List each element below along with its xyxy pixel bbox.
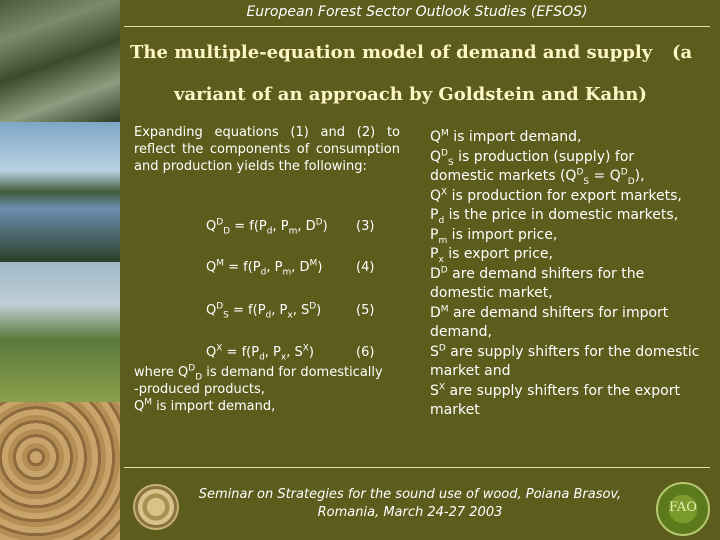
- definition-line: $P_d$ is the price in domestic markets,: [430, 207, 679, 226]
- equation-number: (6): [356, 345, 375, 360]
- equation-number: (3): [356, 219, 375, 234]
- equation-5: $Q^D_S = f(P_d$, $P_x$, $S^D$) (5): [206, 301, 375, 321]
- logs-photo: [0, 402, 120, 540]
- definition-line: domestic markets $(Q^D_S = Q^D_D)$,: [430, 167, 645, 187]
- definition-line: $Q^X$ is production for export markets,: [430, 186, 682, 204]
- cyclists-photo: [0, 262, 120, 402]
- definition-line: $Q^M$ is import demand,: [430, 128, 582, 145]
- definition-line: $S^D$ are supply shifters for the domestic: [430, 342, 700, 360]
- definition-line: market: [430, 402, 480, 418]
- equation-number: (5): [356, 303, 375, 318]
- lake-photo: [0, 122, 120, 262]
- left-column: [134, 124, 400, 175]
- slide-title-line1-tail: (a: [672, 42, 693, 63]
- intro-text: Expanding equations (1) and (2) to reflect the components of consumption and production yields the following:: [134, 125, 400, 174]
- un-emblem-icon: [133, 484, 179, 530]
- definition-line: $D^D$ are demand shifters for the: [430, 264, 645, 282]
- definitions-list: [430, 128, 710, 421]
- definition-line: $P_x$ is export price,: [430, 246, 553, 265]
- equation-4: $Q^M = f(P_d$, $P_m$, $D^M$) (4): [206, 258, 375, 278]
- definition-line: $P_m$ is import price,: [430, 226, 558, 246]
- definition-line: $D^M$ are demand shifters for import: [430, 303, 669, 321]
- fao-emblem-icon: [656, 482, 710, 536]
- definition-line: domestic market,: [430, 285, 553, 301]
- slide-title-line1: The multiple-equation model of demand and supply: [130, 42, 653, 63]
- equation-6: $Q^X = f(P_d$, $P_x$, $S^X$) (6): [206, 343, 375, 363]
- forest-photo: [0, 0, 120, 122]
- definition-line: market and: [430, 363, 511, 379]
- footer-divider: [124, 467, 710, 468]
- org-title: European Forest Sector Outlook Studies (EFSOS): [246, 4, 588, 20]
- slide-title-line2: variant of an approach by Goldstein and Kahn): [174, 84, 647, 105]
- photo-strip: [0, 0, 120, 540]
- equation-number: (4): [356, 260, 375, 275]
- definition-line: $S^X$ are supply shifters for the export: [430, 381, 680, 399]
- equation-3: $Q^D_D = f(P_d$, $P_m$, $D^D$) (3): [206, 217, 375, 237]
- definition-line: $Q^D_S$ is production (supply) for: [430, 147, 635, 168]
- where-text: where $Q^D_D$ is demand for domestically -produced products, $Q^M$ is import demand,: [134, 363, 383, 414]
- header-divider: [124, 26, 710, 27]
- fao-label: FAO: [669, 500, 697, 515]
- footer-text: Seminar on Strategies for the sound use of wood, Poiana Brasov, Romania, March 24-27 2003: [198, 487, 622, 520]
- definition-line: demand,: [430, 324, 492, 340]
